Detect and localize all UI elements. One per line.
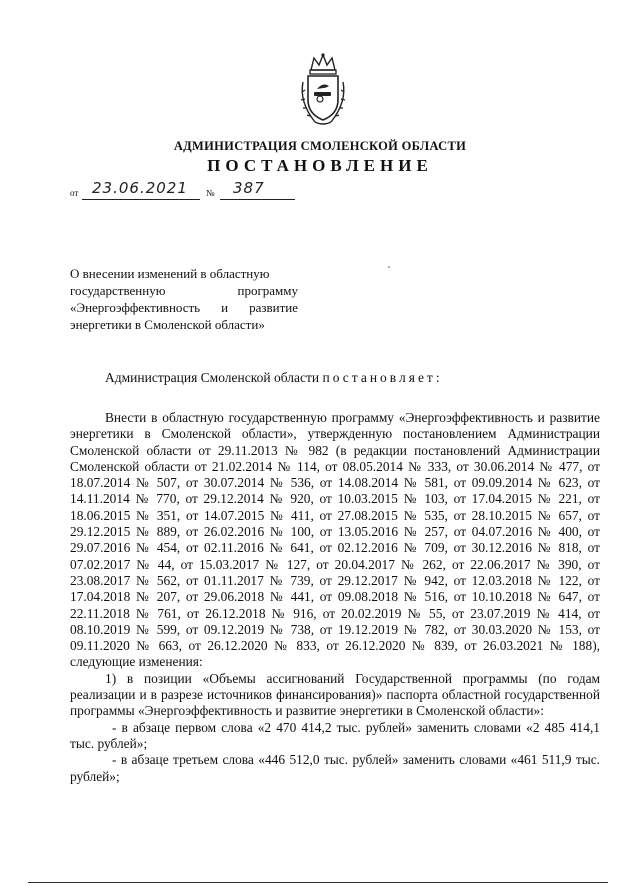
subject-line: О внесении изменений в областную bbox=[70, 266, 270, 281]
footer-rule bbox=[28, 882, 608, 883]
number-value: 387 bbox=[233, 179, 265, 197]
preamble-subject: Администрация Смоленской области bbox=[105, 370, 320, 385]
body-paragraph: - в абзаце третьем слова «446 512,0 тыс. рублей» заменить словами «461 511,9 тыс. рублей»; bbox=[70, 752, 600, 784]
subject-line: «Энергоэффективность и развитие bbox=[70, 300, 298, 315]
coat-of-arms-emblem bbox=[293, 52, 353, 127]
preamble-verb: постановляет: bbox=[322, 370, 443, 385]
document-subject bbox=[70, 265, 298, 333]
date-value: 23.06.2021 bbox=[92, 179, 188, 197]
subject-line: государственную программу bbox=[70, 283, 298, 298]
organization-title: АДМИНИСТРАЦИЯ СМОЛЕНСКОЙ ОБЛАСТИ bbox=[173, 139, 467, 153]
number-label: № bbox=[206, 188, 215, 198]
date-underline bbox=[82, 199, 200, 200]
subject-line: энергетики в Смоленской области» bbox=[70, 317, 265, 332]
date-label: от bbox=[70, 188, 79, 198]
number-underline bbox=[220, 199, 295, 200]
body-paragraph: - в абзаце первом слова «2 470 414,2 тыс. рублей» заменить словами «2 485 414,1 тыс. рублей»; bbox=[70, 719, 600, 751]
scan-speck bbox=[388, 266, 390, 268]
document-type-heading: ПОСТАНОВЛЕНИЕ bbox=[207, 156, 433, 175]
body-paragraph: Внести в областную государственную программу «Энергоэффективность и развитие энергетики в Смоленской области», утвержденную постановлением Администрации Смоленской области от 29.11.2013 № 982 (в редакции постановлений Администрации Смоленской области от 21.02.2014 № 114, от 08.05.2014 № 333, от 30.06.2014 № 477, от 18.07.2014 № 507, от 30.07.2014 № 536, от 14.08.2014 № 581, от 09.09.2014 № 623, от 14.11.2014 № 770, от 29.12.2014 № 920, от 10.03.2015 № 103, от 17.04.2015 № 221, от 18.06.2015 № 351, от 14.07.2015 № 411, от 27.08.2015 № 535, от 28.10.2015 № 657, от 29.12.2015 № 889, от 26.02.2016 № 100, от 13.05.2016 № 257, от 04.07.2016 № 400, от 29.07.2016 № 454, от 02.11.2016 № 641, от 02.12.2016 № 709, от 30.12.2016 № 818, от 07.02.2017 № 44, от 15.03.2017 № 127, от 20.04.2017 № 262, от 22.06.2017 № 390, от 23.08.2017 № 562, от 01.11.2017 № 739, от 29.12.2017 № 942, от 12.03.2018 № 122, от 17.04.2018 № 207, от 29.06.2018 № 441, от 09.08.2018 № 516, от 10.10.2018 № 647, от 22.11.2018 № 761, от 26.12.2018 № 916, от 20.02.2019 № 55, от 23.07.2019 № 414, от 08.10.2019 № 599, от 09.12.2019 № 738, от 19.12.2019 № 782, от 30.03.2020 № 153, от 09.11.2020 № 663, от 26.12.2020 № 833, от 26.12.2020 № 839, от 26.03.2021 № 188), следующие изменения: bbox=[70, 410, 600, 670]
preamble bbox=[105, 370, 443, 386]
document-body bbox=[70, 410, 600, 785]
body-paragraph: 1) в позиции «Объемы ассигнований Государственной программы (по годам реализации и в разрезе источников финансирования)» паспорта областной государственной программы «Энергоэффективность и развитие энергетики в Смоленской области»: bbox=[70, 670, 600, 719]
